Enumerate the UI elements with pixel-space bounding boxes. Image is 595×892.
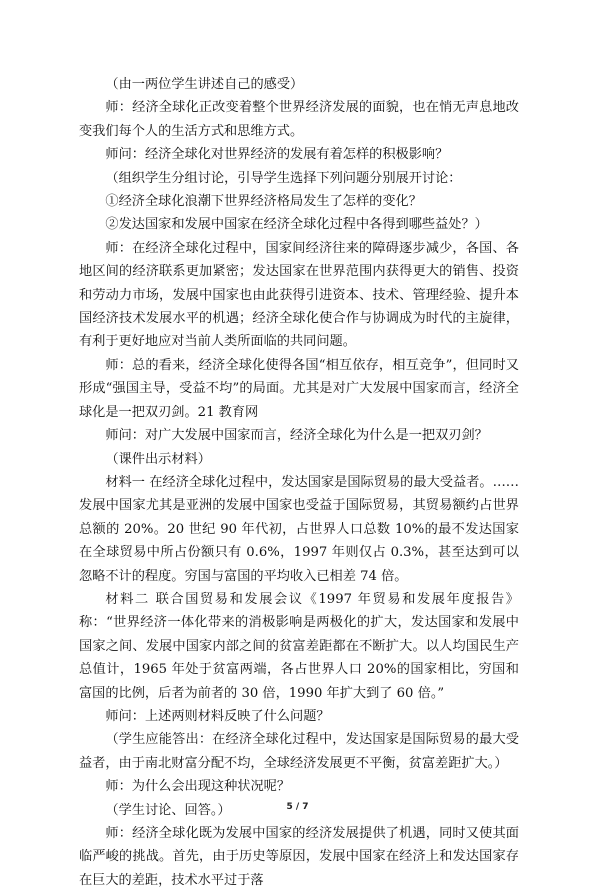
paragraph: 师：为什么会出现这种状况呢？ (105, 779, 291, 795)
paragraph: 师问：经济全球化对世界经济的发展有着怎样的积极影响？ (105, 147, 449, 163)
document-body (79, 73, 519, 892)
paragraph: （组织学生分组讨论，引导学生选择下列问题分别展开讨论： (105, 170, 462, 186)
page-number: 5 / 7 (286, 802, 309, 812)
paragraph: （学生应能答出：在经济全球化过程中，发达国家是国际贸易的最大受益者，由于南北财富分配不均，全球经济发展更不平衡，贫富差距扩大。） (79, 732, 519, 771)
paragraph: （课件出示材料） (105, 451, 211, 467)
paragraph: （由一两位学生讲述自己的感受） (105, 77, 304, 92)
paragraph: ②发达国家和发展中国家在经济全球化过程中各得到哪些益处？） (105, 217, 488, 233)
paragraph: 师：经济全球化正改变着整个世界经济发展的面貌，也在悄无声息地改变我们每个人的生活方式和思维方式。 (79, 100, 519, 139)
paragraph: 师：经济全球化既为发展中国家的经济发展提供了机遇，同时又使其面临严峻的挑战。首先，由于历史等原因，发展中国家在经济上和发达国家存在巨大的差距，技术水平过于落 (79, 826, 519, 888)
paragraph: （学生讨论、回答。） (105, 802, 231, 818)
paragraph: 材料二 联合国贸易和发展会议《1997 年贸易和发展年度报告》称：“世界经济一体化带来的消极影响是两极化的扩大，发达国家和发展中国家之间、发展中国家内部之间的贫富差距都在不断扩大。以人均国民生产总值计，1965 年处于贫富两端，各占世界人口 20%的国家相比，穷国和富国的比例，后者为前者的 30 倍，1990 年扩大到了 60 倍。” (79, 591, 519, 701)
paragraph: ①经济全球化浪潮下世界经济格局发生了怎样的变化？ (105, 194, 422, 210)
paragraph: 师：在经济全球化过程中，国家间经济往来的障碍逐步减少，各国、各地区间的经济联系更加紧密；发达国家在世界范围内获得更大的销售、投资和劳动力市场，发展中国家也由此获得引进资本、技术、管理经验、提升本国经济技术发展水平的机遇；经济全球化使合作与协调成为时代的主旋律，有利于更好地应对当前人类所面临的共同问题。 (79, 240, 519, 350)
paragraph: 师问：上述两则材料反映了什么问题？ (105, 708, 330, 724)
paragraph: 师问：对广大发展中国家而言，经济全球化为什么是一把双刃剑？ (105, 428, 488, 444)
paragraph: 师：总的看来，经济全球化使得各国“相互依存，相互竞争”，但同时又形成“强国主导，受益不均”的局面。尤其是对广大发展中国家而言，经济全球化是一把双刃剑。21 教育网 (79, 357, 519, 420)
paragraph: 材料一 在经济全球化过程中，发达国家是国际贸易的最大受益者。……发展中国家尤其是亚洲的发展中国家也受益于国际贸易，其贸易额约占世界总额的 20%。20 世纪 90 年代初，占世界人口总数 10%的最不发达国家在全球贸易中所占份额只有 0.6%，1997 年则仅占 0.3%，甚至达到可以忽略不计的程度。穷国与富国的平均收入已相差 74 倍。 (79, 474, 519, 584)
